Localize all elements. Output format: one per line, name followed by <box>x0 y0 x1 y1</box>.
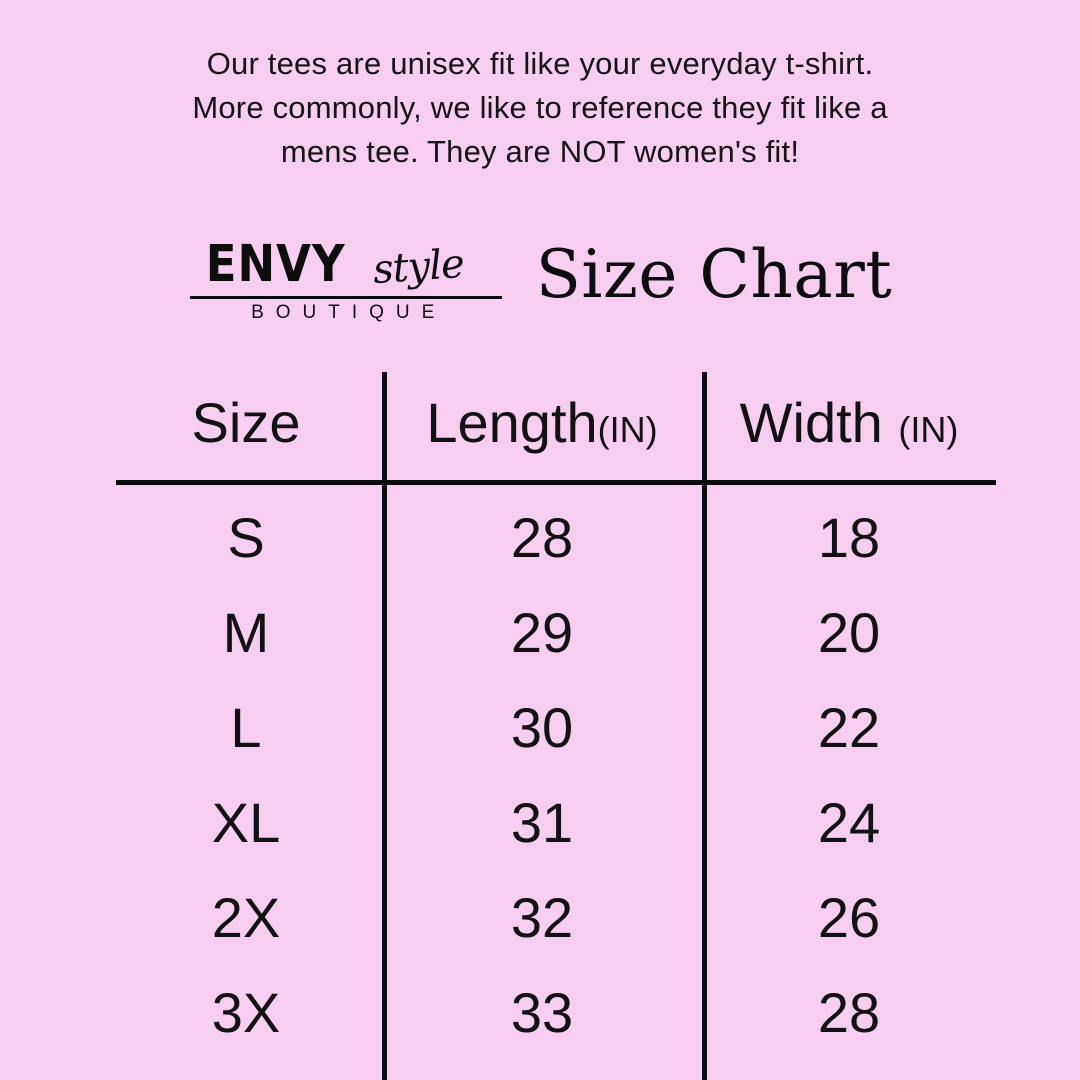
cell-size: S <box>227 506 265 569</box>
cell-width: 26 <box>817 886 881 949</box>
cell-length: 33 <box>510 981 574 1044</box>
table-row <box>110 585 996 680</box>
table-header-row <box>110 372 996 472</box>
intro-line-2: More commonly, we like to reference they fit like a <box>192 90 888 125</box>
table-body <box>110 490 996 1060</box>
cell-width: 20 <box>817 601 881 664</box>
column-header-width <box>702 390 996 455</box>
intro-paragraph <box>0 42 1080 174</box>
column-header-length-unit: (IN) <box>597 408 658 450</box>
column-header-size-label: Size <box>191 390 301 454</box>
table-row <box>110 775 996 870</box>
table-row <box>110 870 996 965</box>
brand-title-row <box>0 228 1080 348</box>
cell-size: 3X <box>211 981 281 1044</box>
cell-length: 29 <box>510 601 574 664</box>
cell-size: L <box>230 696 262 759</box>
table-row <box>110 680 996 775</box>
column-header-width-label: Width <box>739 390 899 454</box>
column-header-size <box>110 390 382 455</box>
brand-subtitle: BOUTIQUE <box>251 302 447 323</box>
page-title: Size Chart <box>535 236 893 313</box>
cell-size: 2X <box>211 886 281 949</box>
brand-logo <box>188 228 508 338</box>
cell-length: 30 <box>510 696 574 759</box>
cell-width: 18 <box>817 506 881 569</box>
cell-length: 28 <box>510 506 574 569</box>
size-table <box>110 372 996 1072</box>
cell-width: 24 <box>817 791 881 854</box>
table-row <box>110 965 996 1060</box>
brand-name-script: style <box>371 240 465 294</box>
cell-width: 22 <box>817 696 881 759</box>
brand-divider-line <box>190 296 502 299</box>
column-header-length <box>382 390 702 455</box>
cell-length: 32 <box>510 886 574 949</box>
cell-size: M <box>222 601 270 664</box>
intro-line-3: mens tee. They are NOT women's fit! <box>280 134 800 169</box>
column-header-width-unit: (IN) <box>898 408 959 450</box>
table-row <box>110 490 996 585</box>
intro-line-1: Our tees are unisex fit like your everyday t-shirt. <box>206 46 874 81</box>
cell-size: XL <box>211 791 281 854</box>
brand-name-bold: ENVY <box>205 234 346 294</box>
column-header-length-label: Length <box>426 390 598 454</box>
header-divider-line <box>116 480 996 485</box>
cell-length: 31 <box>510 791 574 854</box>
cell-width: 28 <box>817 981 881 1044</box>
